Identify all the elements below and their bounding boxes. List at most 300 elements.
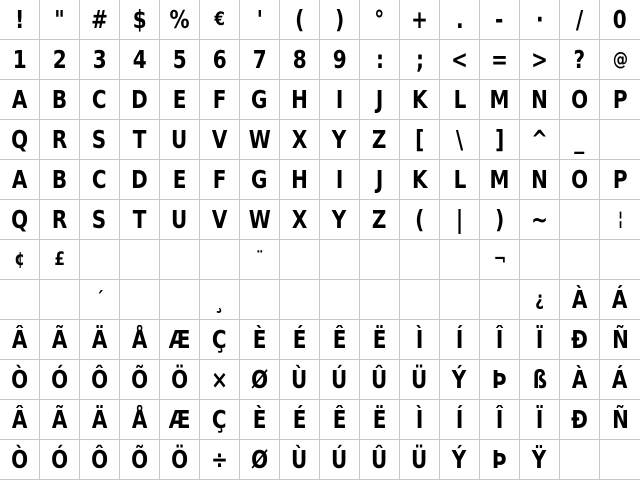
glyph-cell[interactable] [200, 440, 240, 480]
glyph-char: Ø [250, 365, 268, 394]
glyph-char: M [489, 165, 510, 194]
glyph-cell[interactable] [520, 240, 560, 280]
glyph-char: Q [10, 125, 28, 154]
glyph-cell[interactable] [0, 0, 40, 40]
glyph-char: S [92, 125, 107, 154]
glyph-cell[interactable] [80, 80, 120, 120]
glyph-char: Ê [332, 405, 347, 434]
glyph-char: Ñ [611, 325, 629, 354]
glyph-cell[interactable] [40, 40, 80, 80]
glyph-cell[interactable] [0, 80, 40, 120]
glyph-char: [ [414, 125, 425, 154]
glyph-cell[interactable] [0, 360, 40, 400]
glyph-cell[interactable] [40, 360, 80, 400]
glyph-char: Ä [91, 405, 108, 434]
glyph-cell[interactable] [360, 200, 400, 240]
glyph-cell[interactable] [360, 400, 400, 440]
glyph-cell[interactable] [400, 0, 440, 40]
glyph-cell[interactable] [360, 440, 400, 480]
glyph-cell[interactable] [480, 160, 520, 200]
glyph-char: 2 [52, 45, 67, 74]
glyph-char: T [132, 205, 147, 234]
glyph-cell[interactable] [80, 240, 120, 280]
glyph-char: 5 [172, 45, 187, 74]
glyph-char: Û [371, 445, 388, 474]
glyph-cell[interactable] [40, 200, 80, 240]
glyph-char: Ã [51, 405, 68, 434]
glyph-cell[interactable] [560, 40, 600, 80]
glyph-char: V [211, 125, 228, 154]
glyph-cell[interactable] [560, 240, 600, 280]
glyph-cell[interactable] [120, 0, 160, 40]
glyph-cell[interactable] [240, 320, 280, 360]
glyph-char: ¬ [493, 248, 506, 270]
glyph-char: " [54, 5, 65, 34]
glyph-char: Î [495, 325, 504, 354]
glyph-cell[interactable] [400, 440, 440, 480]
glyph-char: ) [334, 5, 345, 34]
glyph-cell[interactable] [480, 200, 520, 240]
glyph-char: Z [372, 205, 387, 234]
glyph-cell[interactable] [80, 160, 120, 200]
glyph-char: : [375, 45, 384, 74]
glyph-cell[interactable] [200, 360, 240, 400]
glyph-char: ( [294, 5, 305, 34]
glyph-char: Ç [212, 325, 227, 354]
glyph-char: Y [332, 205, 347, 234]
glyph-cell[interactable] [280, 320, 320, 360]
glyph-char: Ù [291, 445, 308, 474]
glyph-cell[interactable] [520, 360, 560, 400]
glyph-char: Ò [10, 445, 28, 474]
glyph-char: £ [54, 248, 65, 270]
glyph-cell[interactable] [600, 440, 640, 480]
glyph-char: H [291, 85, 308, 114]
glyph-char: / [575, 5, 584, 34]
glyph-char: Ï [535, 405, 544, 434]
glyph-char: T [132, 125, 147, 154]
glyph-cell[interactable] [400, 400, 440, 440]
glyph-cell[interactable] [320, 280, 360, 320]
glyph-cell[interactable] [400, 320, 440, 360]
glyph-cell[interactable] [440, 160, 480, 200]
glyph-cell[interactable] [160, 0, 200, 40]
glyph-char: B [51, 85, 68, 114]
glyph-cell[interactable] [560, 360, 600, 400]
glyph-char: Ò [10, 365, 28, 394]
glyph-char: Ý [452, 365, 467, 394]
glyph-cell[interactable] [80, 0, 120, 40]
glyph-char: N [531, 165, 548, 194]
glyph-char: Ï [535, 325, 544, 354]
glyph-char: Z [372, 125, 387, 154]
glyph-cell[interactable] [600, 40, 640, 80]
glyph-cell[interactable] [560, 400, 600, 440]
glyph-char: À [571, 285, 588, 314]
glyph-char: F [212, 85, 227, 114]
glyph-cell[interactable] [120, 40, 160, 80]
glyph-cell[interactable] [360, 160, 400, 200]
glyph-char: Ç [212, 405, 227, 434]
glyph-cell[interactable] [480, 80, 520, 120]
glyph-char: P [612, 85, 628, 114]
glyph-cell[interactable] [240, 200, 280, 240]
glyph-char: K [411, 85, 428, 114]
glyph-cell[interactable] [600, 400, 640, 440]
glyph-char: Ð [571, 325, 588, 354]
glyph-cell[interactable] [0, 160, 40, 200]
glyph-char: Ä [91, 325, 108, 354]
glyph-cell[interactable] [400, 280, 440, 320]
glyph-cell[interactable] [80, 440, 120, 480]
glyph-cell[interactable] [320, 440, 360, 480]
glyph-cell[interactable] [240, 120, 280, 160]
glyph-cell[interactable] [280, 40, 320, 80]
glyph-char: $ [132, 5, 147, 34]
glyph-cell[interactable] [440, 400, 480, 440]
glyph-char: C [92, 85, 107, 114]
glyph-cell[interactable] [160, 440, 200, 480]
glyph-cell[interactable] [480, 280, 520, 320]
glyph-cell[interactable] [320, 400, 360, 440]
glyph-cell[interactable] [0, 240, 40, 280]
glyph-cell[interactable] [600, 200, 640, 240]
glyph-cell[interactable] [440, 320, 480, 360]
glyph-cell[interactable] [360, 320, 400, 360]
glyph-char: A [11, 85, 28, 114]
glyph-cell[interactable] [520, 200, 560, 240]
glyph-cell[interactable] [240, 400, 280, 440]
glyph-cell[interactable] [520, 120, 560, 160]
glyph-cell[interactable] [320, 80, 360, 120]
glyph-cell[interactable] [440, 360, 480, 400]
glyph-cell[interactable] [120, 240, 160, 280]
glyph-cell[interactable] [40, 440, 80, 480]
glyph-char: 1 [12, 45, 27, 74]
glyph-char: O [570, 85, 588, 114]
glyph-cell[interactable] [560, 440, 600, 480]
glyph-cell[interactable] [400, 200, 440, 240]
glyph-cell[interactable] [80, 40, 120, 80]
glyph-cell[interactable] [40, 400, 80, 440]
glyph-char: Q [10, 205, 28, 234]
glyph-char: 0 [613, 5, 627, 34]
glyph-char: ¦ [617, 208, 623, 230]
glyph-cell[interactable] [240, 440, 280, 480]
glyph-char: Þ [492, 445, 507, 474]
glyph-cell[interactable] [160, 200, 200, 240]
glyph-char: ß [532, 365, 547, 394]
glyph-char: ) [494, 205, 505, 234]
glyph-char: Ü [411, 445, 428, 474]
glyph-cell[interactable] [80, 120, 120, 160]
glyph-cell[interactable] [400, 240, 440, 280]
glyph-cell[interactable] [400, 40, 440, 80]
glyph-cell[interactable] [120, 120, 160, 160]
glyph-char: ~ [531, 205, 548, 234]
glyph-cell[interactable] [320, 0, 360, 40]
glyph-cell[interactable] [0, 280, 40, 320]
glyph-cell[interactable] [40, 320, 80, 360]
glyph-char: ( [414, 205, 425, 234]
glyph-cell[interactable] [440, 240, 480, 280]
glyph-cell[interactable] [320, 200, 360, 240]
glyph-cell[interactable] [560, 80, 600, 120]
glyph-cell[interactable] [440, 80, 480, 120]
glyph-cell[interactable] [360, 120, 400, 160]
glyph-cell[interactable] [160, 360, 200, 400]
glyph-cell[interactable] [560, 0, 600, 40]
glyph-cell[interactable] [440, 280, 480, 320]
glyph-cell[interactable] [160, 400, 200, 440]
glyph-char: È [252, 405, 267, 434]
glyph-char: Ô [90, 365, 108, 394]
glyph-cell[interactable] [600, 360, 640, 400]
glyph-cell[interactable] [480, 440, 520, 480]
glyph-cell[interactable] [200, 280, 240, 320]
glyph-char: ¿ [535, 288, 544, 310]
glyph-cell[interactable] [320, 160, 360, 200]
glyph-char: Ö [170, 445, 188, 474]
glyph-cell[interactable] [120, 440, 160, 480]
glyph-char: ^ [531, 125, 548, 154]
glyph-cell[interactable] [200, 240, 240, 280]
glyph-cell[interactable] [120, 200, 160, 240]
glyph-cell[interactable] [320, 320, 360, 360]
glyph-cell[interactable] [200, 0, 240, 40]
glyph-char: D [131, 85, 148, 114]
glyph-char: Â [11, 405, 28, 434]
glyph-cell[interactable] [0, 440, 40, 480]
glyph-cell[interactable] [280, 160, 320, 200]
glyph-cell[interactable] [120, 80, 160, 120]
glyph-cell[interactable] [360, 280, 400, 320]
glyph-cell[interactable] [480, 400, 520, 440]
glyph-char: L [453, 165, 466, 194]
glyph-char: ' [256, 5, 263, 34]
glyph-cell[interactable] [160, 320, 200, 360]
glyph-char: ¸ [214, 285, 225, 314]
glyph-cell[interactable] [560, 200, 600, 240]
glyph-cell[interactable] [360, 0, 400, 40]
glyph-cell[interactable] [240, 0, 280, 40]
glyph-char: 7 [252, 45, 267, 74]
glyph-char: 8 [292, 45, 307, 74]
glyph-cell[interactable] [400, 360, 440, 400]
glyph-cell[interactable] [600, 280, 640, 320]
glyph-char: Ó [50, 365, 68, 394]
glyph-cell[interactable] [520, 40, 560, 80]
glyph-cell[interactable] [0, 120, 40, 160]
glyph-cell[interactable] [520, 280, 560, 320]
glyph-cell[interactable] [440, 40, 480, 80]
glyph-cell[interactable] [120, 280, 160, 320]
glyph-char: . [455, 5, 464, 34]
glyph-cell[interactable] [160, 120, 200, 160]
glyph-char: Ú [331, 365, 348, 394]
glyph-char: Ê [332, 325, 347, 354]
glyph-cell[interactable] [520, 80, 560, 120]
glyph-cell[interactable] [120, 400, 160, 440]
glyph-char: I [335, 165, 344, 194]
glyph-char: À [571, 365, 588, 394]
glyph-cell[interactable] [400, 80, 440, 120]
glyph-cell[interactable] [320, 40, 360, 80]
glyph-cell[interactable] [520, 400, 560, 440]
glyph-char: B [51, 165, 68, 194]
glyph-char: + [411, 5, 428, 34]
glyph-cell[interactable] [200, 80, 240, 120]
glyph-cell[interactable] [80, 400, 120, 440]
glyph-cell[interactable] [120, 320, 160, 360]
glyph-cell[interactable] [40, 0, 80, 40]
glyph-cell[interactable] [160, 280, 200, 320]
glyph-cell[interactable] [360, 360, 400, 400]
glyph-cell[interactable] [440, 200, 480, 240]
glyph-char: Å [131, 405, 148, 434]
glyph-char: G [251, 85, 268, 114]
glyph-cell[interactable] [240, 240, 280, 280]
glyph-cell[interactable] [240, 80, 280, 120]
glyph-char: Ë [372, 325, 387, 354]
glyph-cell[interactable] [280, 0, 320, 40]
glyph-cell[interactable] [80, 280, 120, 320]
glyph-char: - [495, 5, 504, 34]
glyph-cell[interactable] [280, 440, 320, 480]
glyph-char: Û [371, 365, 388, 394]
glyph-cell[interactable] [200, 320, 240, 360]
glyph-cell[interactable] [280, 240, 320, 280]
glyph-cell[interactable] [600, 160, 640, 200]
glyph-char: Ë [372, 405, 387, 434]
glyph-cell[interactable] [560, 320, 600, 360]
glyph-char: R [51, 205, 68, 234]
glyph-cell[interactable] [160, 40, 200, 80]
glyph-cell[interactable] [240, 160, 280, 200]
glyph-cell[interactable] [520, 440, 560, 480]
glyph-cell[interactable] [160, 160, 200, 200]
glyph-cell[interactable] [480, 0, 520, 40]
glyph-cell[interactable] [480, 120, 520, 160]
glyph-char: ? [573, 45, 586, 74]
glyph-cell[interactable] [440, 120, 480, 160]
glyph-cell[interactable] [480, 360, 520, 400]
glyph-cell[interactable] [280, 400, 320, 440]
glyph-cell[interactable] [200, 160, 240, 200]
glyph-cell[interactable] [240, 280, 280, 320]
glyph-cell[interactable] [280, 280, 320, 320]
glyph-cell[interactable] [120, 160, 160, 200]
glyph-char: × [211, 365, 228, 394]
glyph-char: < [451, 45, 468, 74]
glyph-cell[interactable] [360, 240, 400, 280]
glyph-char: Ö [170, 365, 188, 394]
glyph-cell[interactable] [480, 320, 520, 360]
glyph-char: Á [612, 285, 628, 314]
glyph-cell[interactable] [240, 40, 280, 80]
glyph-cell[interactable] [80, 200, 120, 240]
glyph-cell[interactable] [520, 160, 560, 200]
glyph-cell[interactable] [600, 120, 640, 160]
glyph-char: € [214, 8, 225, 30]
glyph-cell[interactable] [280, 80, 320, 120]
glyph-cell[interactable] [200, 400, 240, 440]
glyph-cell[interactable] [480, 40, 520, 80]
glyph-char: 6 [212, 45, 227, 74]
glyph-cell[interactable] [160, 80, 200, 120]
glyph-cell[interactable] [0, 200, 40, 240]
glyph-cell[interactable] [600, 240, 640, 280]
glyph-cell[interactable] [0, 320, 40, 360]
glyph-cell[interactable] [480, 240, 520, 280]
glyph-cell[interactable] [400, 120, 440, 160]
glyph-cell[interactable] [80, 360, 120, 400]
glyph-cell[interactable] [320, 240, 360, 280]
glyph-cell[interactable] [400, 160, 440, 200]
glyph-char: U [171, 125, 188, 154]
glyph-cell[interactable] [240, 360, 280, 400]
glyph-char: Y [332, 125, 347, 154]
glyph-cell[interactable] [440, 440, 480, 480]
glyph-cell[interactable] [520, 320, 560, 360]
glyph-char: R [51, 125, 68, 154]
glyph-char: É [292, 405, 307, 434]
glyph-char: K [411, 165, 428, 194]
glyph-cell[interactable] [360, 40, 400, 80]
glyph-cell[interactable] [600, 320, 640, 360]
glyph-cell[interactable] [80, 320, 120, 360]
glyph-char: ÷ [211, 445, 228, 474]
glyph-cell[interactable] [440, 0, 480, 40]
glyph-cell[interactable] [560, 160, 600, 200]
glyph-cell[interactable] [160, 240, 200, 280]
glyph-cell[interactable] [200, 200, 240, 240]
glyph-char: E [172, 165, 187, 194]
glyph-cell[interactable] [40, 240, 80, 280]
glyph-cell[interactable] [280, 360, 320, 400]
glyph-cell[interactable] [600, 80, 640, 120]
glyph-cell[interactable] [0, 40, 40, 80]
glyph-cell[interactable] [280, 200, 320, 240]
glyph-cell[interactable] [360, 80, 400, 120]
glyph-char: % [169, 5, 190, 34]
glyph-char: ° [374, 5, 385, 34]
glyph-cell[interactable] [0, 400, 40, 440]
glyph-char: 9 [332, 45, 347, 74]
glyph-cell[interactable] [200, 40, 240, 80]
glyph-cell[interactable] [40, 120, 80, 160]
glyph-char: @ [612, 48, 628, 70]
glyph-cell[interactable] [520, 0, 560, 40]
glyph-char: _ [574, 125, 585, 154]
glyph-char: Ù [291, 365, 308, 394]
glyph-cell[interactable] [320, 360, 360, 400]
glyph-cell[interactable] [560, 120, 600, 160]
glyph-char: 4 [132, 45, 147, 74]
glyph-cell[interactable] [320, 120, 360, 160]
glyph-char: Æ [168, 405, 191, 434]
glyph-cell[interactable] [40, 160, 80, 200]
glyph-char: \ [455, 125, 464, 154]
glyph-cell[interactable] [280, 120, 320, 160]
glyph-char: Ì [415, 405, 424, 434]
glyph-cell[interactable] [40, 280, 80, 320]
glyph-cell[interactable] [200, 120, 240, 160]
glyph-cell[interactable] [40, 80, 80, 120]
glyph-cell[interactable] [600, 0, 640, 40]
glyph-cell[interactable] [120, 360, 160, 400]
glyph-cell[interactable] [560, 280, 600, 320]
